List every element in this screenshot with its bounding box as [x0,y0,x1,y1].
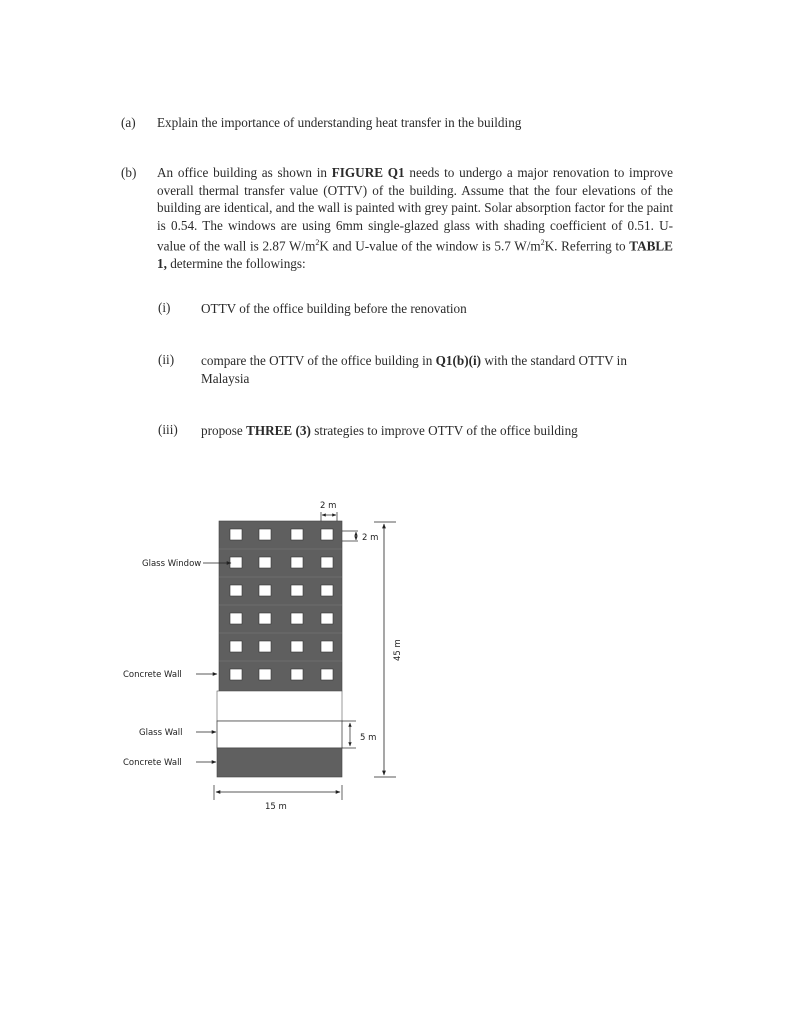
label-building-width: 15 m [265,802,287,812]
question-a-text: Explain the importance of understanding heat transfer in the building [157,115,522,130]
label-window-width: 2 m [320,501,337,511]
glass-window [321,585,333,596]
glass-window [230,641,242,652]
label-glass-wall: Glass Wall [139,728,183,738]
glass-window [259,669,271,680]
glass-window [259,641,271,652]
glass-window [291,585,303,596]
question-b-label: (b) [121,165,137,180]
label-window-height: 2 m [362,533,379,543]
glass-window [259,613,271,624]
glass-window [259,585,271,596]
sub-question-iii-label: (iii) [158,422,178,437]
glass-window [230,557,242,568]
question-b-text: An office building as shown in FIGURE Q1 needs to undergo a major renovation to improve overall thermal transfer value (OTTV) of the building. Assume that the four elevations of the building are identical, and the wall is painted with grey paint. Solar absorption factor for the paint is 0.54. The windows are using 6mm single-glazed glass with shading coefficient of 0.51. U-value of the wall is 2.87 $W/m^2K$ and U-value of the window is 5.7 $W/m^2K$. Referring to TABLE 1, determine the followings: [157,165,673,271]
label-glass-wall-height: 5 m [360,733,377,743]
question-reference: Q1(b)(i) [435,353,482,368]
glass-wall [217,721,342,748]
label-glass-window: Glass Window [142,559,202,569]
lower-concrete-wall [217,748,342,777]
table-reference: TABLE 1, [157,238,673,271]
sub-question-iii-text: propose THREE (3) strategies to improve OTTV of the office building [201,423,578,438]
white-band [217,691,342,721]
glass-window [291,669,303,680]
sub-question-i-text: OTTV of the office building before the renovation [201,301,467,316]
question-a-label: (a) [121,115,136,130]
glass-window [321,613,333,624]
quantity-emphasis: THREE (3) [246,423,311,438]
glass-window [230,585,242,596]
glass-window [291,613,303,624]
sub-question-ii-label: (ii) [158,352,175,367]
sub-question-ii-text: compare the OTTV of the office building in Q1(b)(i) with the standard OTTV in Malaysia [201,353,627,386]
sub-question-i-label: (i) [158,300,171,315]
upper-concrete-wall [219,521,342,691]
label-concrete-wall-lower: Concrete Wall [123,758,182,768]
glass-window [291,641,303,652]
figure-reference: FIGURE Q1 [331,165,405,180]
glass-window [230,529,242,540]
glass-window [230,669,242,680]
glass-window [321,641,333,652]
glass-window [291,529,303,540]
glass-window [321,669,333,680]
label-building-height: 45 m [393,639,403,661]
glass-window [259,529,271,540]
glass-window [321,557,333,568]
glass-window [230,613,242,624]
glass-window [321,529,333,540]
glass-window [259,557,271,568]
label-concrete-wall-upper: Concrete Wall [123,670,182,680]
glass-window [291,557,303,568]
